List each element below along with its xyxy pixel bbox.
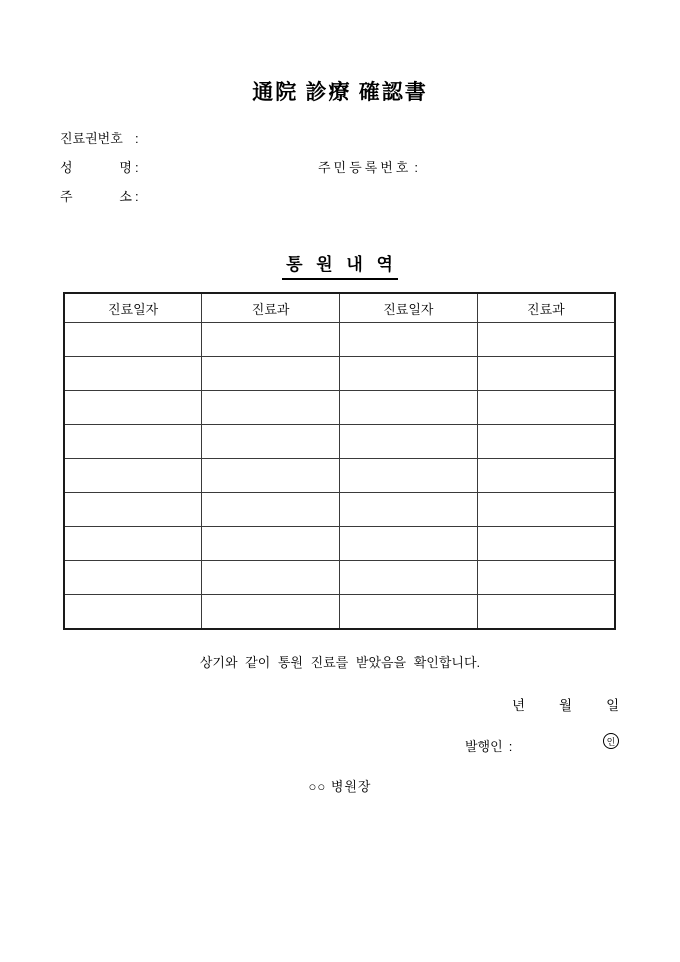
year-label: 년	[512, 698, 526, 713]
table-cell	[64, 595, 202, 630]
patient-number-label: 진료권번호	[60, 131, 123, 146]
issuer-label: 발행인	[465, 739, 503, 754]
day-label: 일	[606, 698, 620, 713]
table-cell	[202, 561, 340, 595]
table-row	[64, 357, 615, 391]
confirmation-text: 상기와 같이 통원 진료를 받았음을 확인합니다.	[199, 655, 481, 670]
table-cell	[477, 459, 615, 493]
table-header-date: 진료일자	[64, 293, 202, 323]
field-address	[60, 189, 145, 205]
colon: :	[135, 160, 139, 175]
table-cell	[64, 459, 202, 493]
table-cell	[340, 391, 478, 425]
table-cell	[202, 595, 340, 630]
month-label: 월	[559, 698, 573, 713]
hospital-director-signature: ○○ 병원장	[308, 779, 372, 794]
table-row	[64, 493, 615, 527]
table-cell	[340, 425, 478, 459]
document-title: 通院 診療 確認書	[252, 80, 428, 104]
table-cell	[477, 595, 615, 630]
table-cell	[64, 323, 202, 357]
name-label: 성 명	[60, 160, 132, 175]
table-cell	[477, 425, 615, 459]
table-cell	[202, 493, 340, 527]
history-section	[0, 250, 680, 280]
field-resident-number	[318, 160, 424, 176]
table-cell	[340, 595, 478, 630]
resident-number-label: 주민등록번호	[318, 160, 412, 175]
date-line	[512, 694, 619, 714]
table-row	[64, 323, 615, 357]
table-cell	[64, 561, 202, 595]
field-name	[60, 160, 145, 176]
table-cell	[477, 493, 615, 527]
table-cell	[202, 527, 340, 561]
patient-info	[60, 131, 145, 218]
table-cell	[340, 459, 478, 493]
table-row	[64, 425, 615, 459]
seal-icon: 인	[603, 733, 619, 749]
table-row	[64, 561, 615, 595]
colon: :	[414, 160, 418, 175]
table-cell	[202, 323, 340, 357]
table-row	[64, 527, 615, 561]
table-cell	[64, 391, 202, 425]
table-cell	[202, 357, 340, 391]
table-cell	[477, 391, 615, 425]
table-row	[64, 595, 615, 630]
table-header-department: 진료과	[202, 293, 340, 323]
table-header-date: 진료일자	[340, 293, 478, 323]
table-cell	[64, 425, 202, 459]
table-cell	[64, 357, 202, 391]
table-cell	[477, 527, 615, 561]
table-row	[64, 391, 615, 425]
table-cell	[340, 493, 478, 527]
table-cell	[340, 323, 478, 357]
field-patient-number	[60, 131, 145, 147]
outpatient-history-table	[63, 292, 616, 630]
table-cell	[64, 493, 202, 527]
section-title: 통 원 내 역	[282, 250, 398, 280]
table-cell	[202, 425, 340, 459]
table-header-row	[64, 293, 615, 323]
colon: :	[135, 131, 139, 146]
table-cell	[340, 527, 478, 561]
table-cell	[477, 561, 615, 595]
history-table-body	[64, 323, 615, 630]
colon: :	[508, 739, 513, 754]
table-cell	[477, 323, 615, 357]
table-cell	[340, 561, 478, 595]
issuer-line	[465, 736, 512, 755]
table-row	[64, 459, 615, 493]
colon: :	[135, 189, 139, 204]
table-cell	[340, 357, 478, 391]
table-cell	[202, 391, 340, 425]
address-label: 주 소	[60, 189, 132, 204]
table-cell	[202, 459, 340, 493]
table-header-department: 진료과	[477, 293, 615, 323]
table-cell	[477, 357, 615, 391]
table-cell	[64, 527, 202, 561]
